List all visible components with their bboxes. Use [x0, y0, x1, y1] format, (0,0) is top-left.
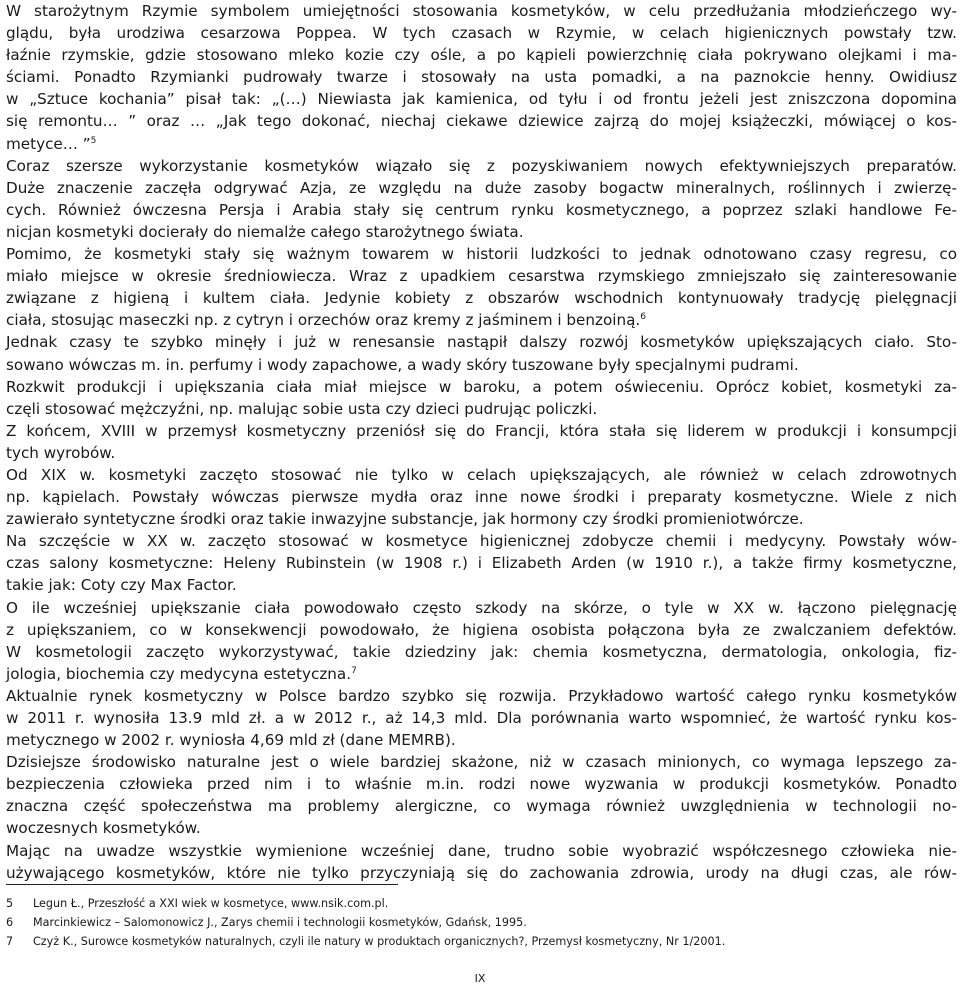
text-line	[6, 530, 957, 552]
line-text: Mając na uwadze wszystkie wymienione wcześniej dane, trudno sobie wyobrazić współczesnego człowieka nie-	[6, 841, 957, 860]
text-line	[6, 486, 957, 508]
line-text: Aktualnie rynek kosmetyczny w Polsce bardzo szybko się rozwija. Przykładowo wartość całego rynku kosmetyków	[6, 686, 957, 705]
footnote-text: Legun Ł., Przeszłość a XXI wiek w kosmetyce, www.nsik.com.pl.	[33, 897, 389, 910]
text-line	[6, 773, 957, 795]
text-line	[6, 44, 957, 66]
page-number: IX	[474, 972, 486, 985]
line-text: glądu, była urodziwa cesarzowa Poppea. W tych czasach w Rzymie, w celach higienicznych powstały tzw.	[6, 24, 957, 43]
line-text: nicjan kosmetyki docierały do niemalże całego starożytnego świata.	[6, 222, 524, 241]
text-line	[6, 707, 957, 729]
text-line	[6, 155, 957, 177]
line-text: w „Sztuce kochania” pisał tak: „(…) Niewiasta jak kamienica, od tyłu i od frontu jeżeli jest zniszczona dopomina	[6, 90, 957, 109]
line-text: ciała, stosując maseczki np. z cytryn i orzechów oraz kremy z jaśminem i benzoiną.	[6, 311, 641, 330]
footnote-number: 7	[6, 935, 14, 948]
line-text: cych. Również ówczesna Persja i Arabia stały się centrum rynku kosmetycznego, a poprzez szlaki handlowe Fe-	[6, 200, 957, 219]
body-text	[6, 0, 957, 884]
line-text: Z końcem, XVIII w przemysł kosmetyczny przeniósł się do Francji, która stała się liderem w produkcji i konsumpcji	[6, 421, 957, 440]
line-text: takie jak: Coty czy Max Factor.	[6, 576, 237, 595]
line-text: Jednak czasy te szybko minęły i już w renesansie nastąpił dalszy rozwój kosmetyków upiększających ciało. Sto-	[6, 333, 957, 352]
text-line	[6, 221, 957, 243]
line-text: bezpieczenia człowieka przed nim i to właśnie m.in. rodzi nowe wyzwania w produkcji kosmetyków. Ponadto	[6, 775, 957, 794]
text-line	[6, 751, 957, 773]
line-text: Rozkwit produkcji i upiększania ciała miał miejsce w baroku, a potem oświeceniu. Oprócz kobiet, kosmetyki za-	[6, 377, 957, 396]
text-line	[6, 309, 957, 331]
footnote-number: 6	[6, 916, 14, 929]
footnote-text: Marcinkiewicz – Salomonowicz J., Zarys chemii i technologii kosmetyków, Gdańsk, 1995.	[33, 916, 527, 929]
line-text: Na szczęście w XX w. zaczęto stosować w kosmetyce higienicznej zdobycze chemii i medycyny. Powstały wów-	[6, 532, 957, 551]
line-text: łaźnie rzymskie, gdzie stosowano mleko kozie czy ośle, a po kąpieli powierzchnię ciała pokrywano olejkami i ma-	[6, 46, 957, 65]
text-line	[6, 552, 957, 574]
line-text: W starożytnym Rzymie symbolem umiejętności stosowania kosmetyków, w celu przedłużania młodzieńczego wy-	[6, 2, 957, 20]
text-line	[6, 199, 957, 221]
footnote-reference: 6	[640, 312, 646, 323]
line-text: używającego kosmetyków, które nie tylko przyczyniają się do zachowania zdrowia, urody na długi czas, ale rów-	[6, 863, 957, 882]
text-line	[6, 265, 957, 287]
line-text: miało miejsce w okresie średniowiecza. Wraz z upadkiem cesarstwa rzymskiego zmniejszało się zainteresowanie	[6, 267, 957, 286]
line-text: zawierało syntetyczne środki oraz takie inwazyjne substancje, jak hormony czy środki promieniotwórcze.	[6, 510, 804, 529]
footnote	[6, 894, 946, 913]
line-text: Od XIX w. kosmetyki zaczęto stosować nie tylko w celach upiększających, ale również w celach zdrowotnych	[6, 465, 957, 484]
line-text: z upiększaniem, co w konsekwencji powodowało, że higiena osobista połączona była ze zwalczaniem defektów.	[6, 620, 957, 639]
text-line	[6, 862, 957, 884]
text-line	[6, 574, 957, 596]
footnote-reference: 7	[351, 665, 357, 676]
text-line	[6, 22, 957, 44]
line-text: Pomimo, że kosmetyki stały się ważnym towarem w historii ludzkości to jednak odnotowano czasy regresu, co	[6, 245, 957, 264]
text-line	[6, 442, 957, 464]
text-line	[6, 840, 957, 862]
line-text: związane z higieną i kultem ciała. Jedynie kobiety z obszarów wschodnich kontynuowały tradycję pielęgnacji	[6, 289, 957, 308]
line-text: ściami. Ponadto Rzymianki pudrowały twarze i stosowały na usta pomadki, a na paznokcie henny. Owidiusz	[6, 68, 957, 87]
text-line	[6, 685, 957, 707]
line-text: znaczna część społeczeństwa ma problemy alergiczne, co wymaga również uwzględnienia w technologii no-	[6, 797, 957, 816]
text-line	[6, 331, 957, 353]
text-line	[6, 619, 957, 641]
text-line	[6, 464, 957, 486]
line-text: w 2011 r. wynosiła 13.9 mld zł. a w 2012 r., aż 14,3 mld. Dla porównania warto wspomnieć, że wartość rynku kos-	[6, 709, 957, 727]
line-text: woczesnych kosmetyków.	[6, 819, 201, 838]
footnotes	[6, 894, 946, 951]
line-text: Dzisiejsze środowisko naturalne jest o wiele bardziej skażone, niż w czasach minionych, co wymaga lepszego za-	[6, 753, 957, 772]
text-line	[6, 66, 957, 88]
text-line	[6, 0, 957, 22]
text-line	[6, 354, 957, 376]
text-line	[6, 817, 957, 839]
line-text: O ile wcześniej upiększanie ciała powodowało często szkody na skórze, o tyle w XX w. łączono pielęgnację	[6, 598, 957, 617]
footnote-reference: 5	[90, 135, 97, 146]
text-line	[6, 398, 957, 420]
footnote	[6, 932, 946, 951]
text-line	[6, 287, 957, 309]
text-line	[6, 88, 957, 110]
text-line	[6, 420, 957, 442]
line-text: Coraz szersze wykorzystanie kosmetyków wiązało się z pozyskiwaniem nowych efektywniejszych preparatów.	[6, 156, 957, 175]
line-text: W kosmetologii zaczęto wykorzystywać, takie dziedziny jak: chemia kosmetyczna, dermatologia, onkologia, fiz-	[6, 642, 957, 661]
line-text: czas salony kosmetyczne: Heleny Rubinstein (w 1908 r.) i Elizabeth Arden (w 1910 r.), a także firmy kosmetyczne,	[6, 554, 957, 573]
text-line	[6, 641, 957, 663]
line-text: sowano wówczas m. in. perfumy i wody zapachowe, a wady skóry tuszowane były specjalnymi pudrami.	[6, 355, 799, 374]
text-line	[6, 243, 957, 265]
text-line	[6, 376, 957, 398]
line-text: np. kąpielach. Powstały wówczas pierwsze mydła oraz inne nowe środki i preparaty kosmetyczne. Wiele z nich	[6, 488, 957, 507]
footnote-number: 5	[6, 897, 14, 910]
text-line	[6, 110, 957, 132]
text-line	[6, 795, 957, 817]
text-line	[6, 729, 957, 751]
footnote-text: Czyż K., Surowce kosmetyków naturalnych, czyli ile natury w produktach organicznych?, Przemysł kosmetyczny, Nr 1/2001.	[33, 935, 726, 948]
text-line	[6, 177, 957, 199]
text-line	[6, 597, 957, 619]
text-line	[6, 663, 957, 685]
line-text: jologia, biochemia czy medycyna estetyczna.	[6, 664, 352, 683]
line-text: częli stosować mężczyźni, np. malując sobie usta czy dzieci pudrując policzki.	[6, 399, 598, 418]
footnote	[6, 913, 946, 932]
line-text: tych wyrobów.	[6, 443, 116, 462]
line-text: się remontu… ” oraz … „Jak tego dokonać, niechaj ciekawe dziewice zajrzą do mojej książeczki, mówiącej o kos-	[6, 112, 957, 131]
line-text: metycznego w 2002 r. wyniosła 4,69 mld zł (dane MEMRB).	[6, 731, 456, 750]
line-text: Duże znaczenie zaczęła odgrywać Azja, ze względu na duże zasoby bogactw mineralnych, roślinnych i zwierzę-	[6, 178, 957, 197]
line-text: metyce… ”	[6, 134, 91, 153]
text-line	[6, 508, 957, 530]
footnote-separator	[6, 884, 398, 885]
text-line	[6, 133, 957, 155]
